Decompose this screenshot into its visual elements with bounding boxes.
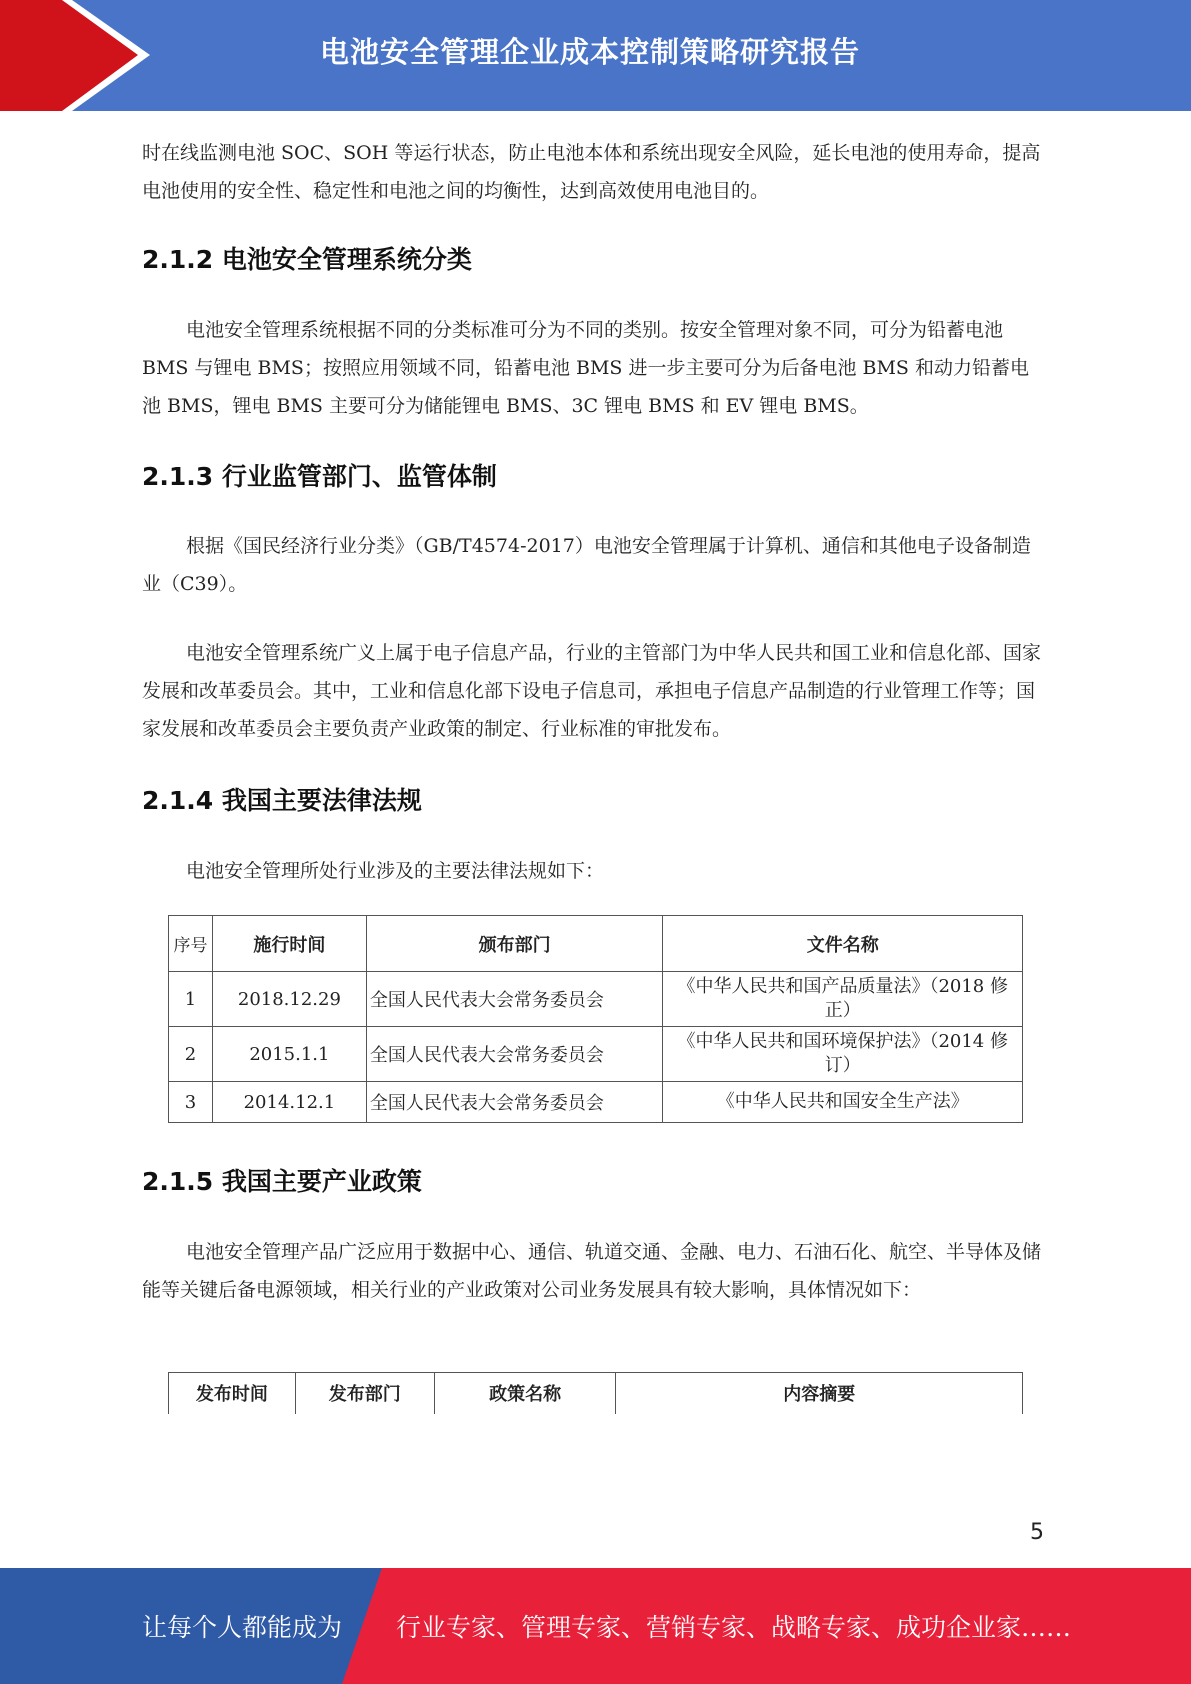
col-header-date: 施行时间 (212, 916, 366, 972)
section-2-1-3-paragraph-2: 电池安全管理系统广义上属于电子信息产品，行业的主管部门为中华人民共和国工业和信息化部、国家发展和改革委员会。其中，工业和信息化部下设电子信息司，承担电子信息产品制造的行业管理工作等；国家发展和改革委员会主要负责产业政策的制定、行业标准的审批发布。 (142, 642, 1042, 740)
col-header-no: 序号 (169, 916, 213, 972)
col-header-dept: 颁布部门 (366, 916, 663, 972)
section-2-1-5-paragraph: 电池安全管理产品广泛应用于数据中心、通信、轨道交通、金融、电力、石油石化、航空、半导体及储能等关键后备电源领域，相关行业的产业政策对公司业务发展具有较大影响，具体情况如下： (142, 1241, 1042, 1301)
section-heading-2-1-3: 2.1.3 行业监管部门、监管体制 (142, 462, 497, 491)
page-footer (0, 1568, 1191, 1684)
laws-table-header-row (169, 916, 1023, 972)
row-no: 3 (169, 1082, 213, 1123)
policies-table-header-row (169, 1373, 1023, 1414)
table-row (169, 972, 1023, 1027)
table-row (169, 1082, 1023, 1123)
row-dept: 全国人民代表大会常务委员会 (366, 1027, 663, 1082)
chevron-arrow-icon (0, 0, 160, 111)
row-date: 2018.12.29 (212, 972, 366, 1027)
row-dept: 全国人民代表大会常务委员会 (366, 1082, 663, 1123)
section-2-1-3-paragraph-1: 根据《国民经济行业分类》（GB/T4574-2017）电池安全管理属于计算机、通信和其他电子设备制造业（C39）。 (142, 535, 1031, 595)
footer-slogan-left: 让每个人都能成为 (142, 1613, 343, 1642)
col-header-name: 文件名称 (663, 916, 1023, 972)
section-heading-2-1-5: 2.1.5 我国主要产业政策 (142, 1167, 422, 1196)
intro-paragraph: 时在线监测电池 SOC、SOH 等运行状态，防止电池本体和系统出现安全风险，延长电池的使用寿命，提高电池使用的安全性、稳定性和电池之间的均衡性，达到高效使用电池目的。 (142, 142, 1041, 202)
row-date: 2015.1.1 (212, 1027, 366, 1082)
section-2-1-2-paragraph: 电池安全管理系统根据不同的分类标准可分为不同的类别。按安全管理对象不同，可分为铅蓄电池 BMS 与锂电 BMS；按照应用领域不同，铅蓄电池 BMS 进一步主要可分为后备电池 BMS 和动力铅蓄电池 BMS，锂电 BMS 主要可分为储能锂电 BMS、3C 锂电 BMS 和 EV 锂电 BMS。 (142, 319, 1029, 417)
section-heading-2-1-2: 2.1.2 电池安全管理系统分类 (142, 245, 472, 274)
page-number: 5 (1030, 1520, 1044, 1545)
row-date: 2014.12.1 (212, 1082, 366, 1123)
table-row (169, 1027, 1023, 1082)
row-doc-name: 《中华人民共和国安全生产法》 (663, 1082, 1023, 1123)
section-2-1-4-paragraph: 电池安全管理所处行业涉及的主要法律法规如下： (186, 860, 605, 882)
footer-slogan-right: 行业专家、管理专家、营销专家、战略专家、成功企业家…… (396, 1613, 1072, 1642)
row-no: 2 (169, 1027, 213, 1082)
col-header-policy-name: 政策名称 (434, 1373, 616, 1414)
col-header-publish-dept: 发布部门 (295, 1373, 434, 1414)
row-doc-name: 《中华人民共和国环境保护法》（2014 修订） (663, 1027, 1023, 1082)
policies-table (168, 1372, 1023, 1414)
col-header-publish-date: 发布时间 (169, 1373, 296, 1414)
row-doc-name: 《中华人民共和国产品质量法》（2018 修正） (663, 972, 1023, 1027)
row-dept: 全国人民代表大会常务委员会 (366, 972, 663, 1027)
report-title: 电池安全管理企业成本控制策略研究报告 (320, 35, 861, 69)
page-header (0, 0, 1191, 111)
row-no: 1 (169, 972, 213, 1027)
col-header-summary: 内容摘要 (616, 1373, 1023, 1414)
section-heading-2-1-4: 2.1.4 我国主要法律法规 (142, 786, 422, 815)
laws-table (168, 915, 1023, 1123)
